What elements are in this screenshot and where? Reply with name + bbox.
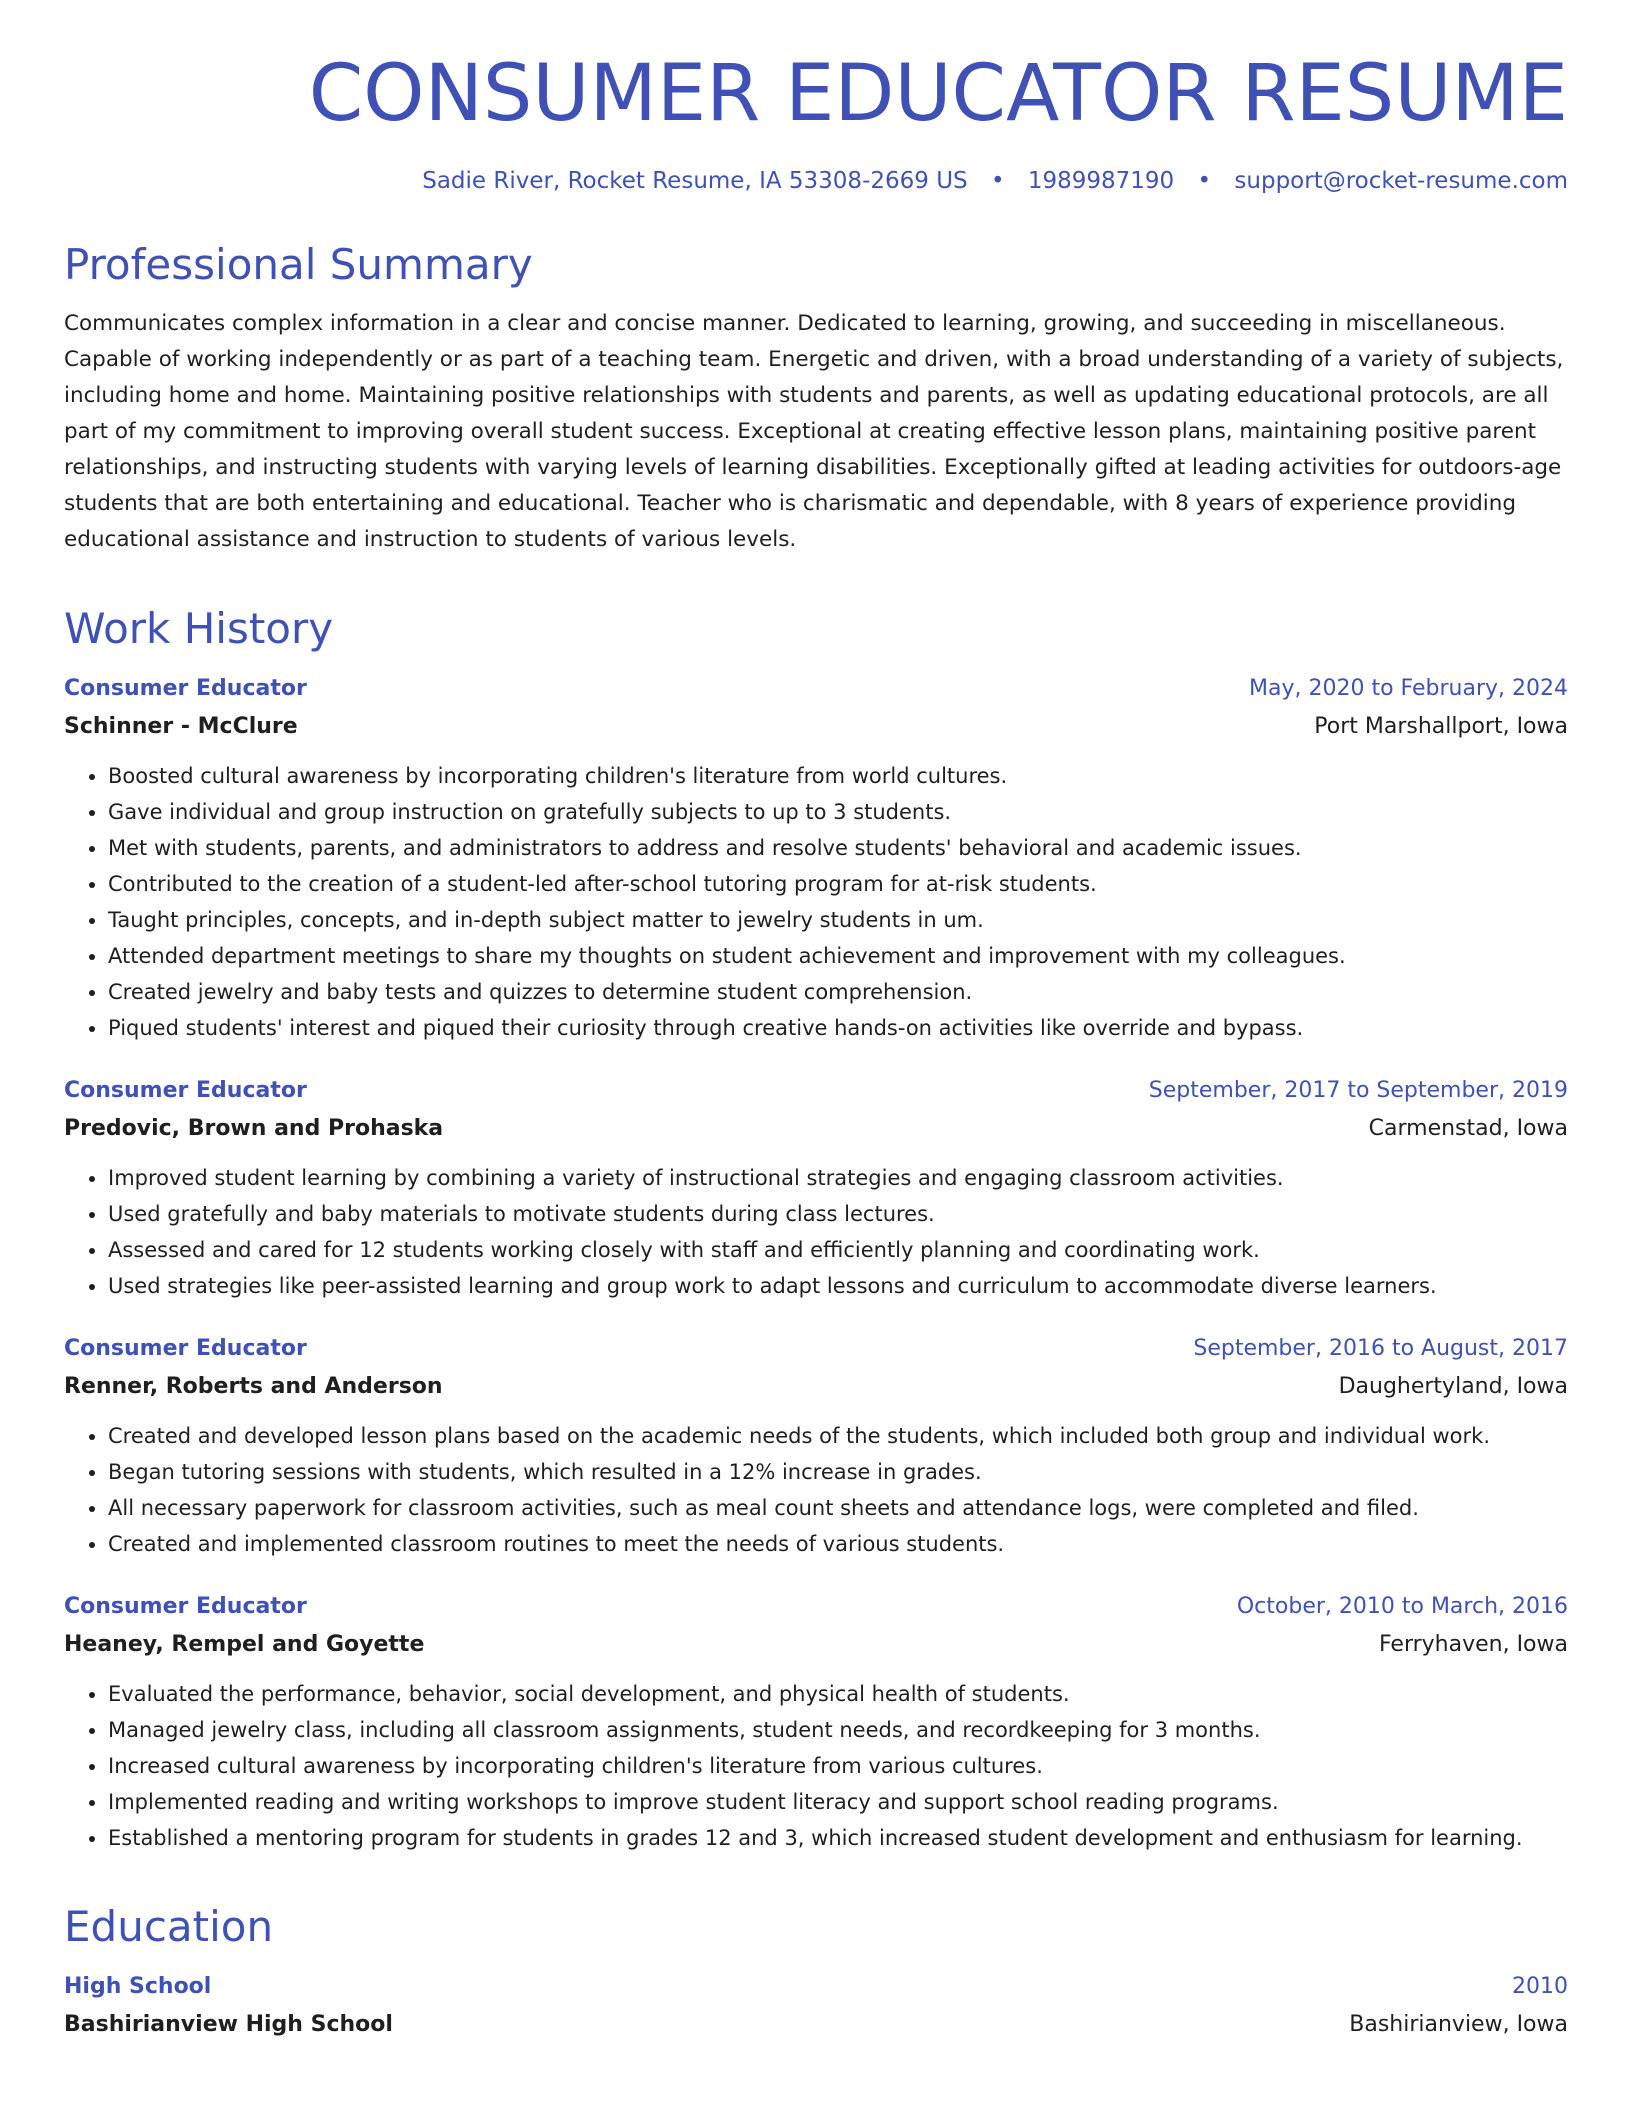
school-name: Bashirianview High School [64,2012,393,2038]
job-title: Consumer Educator [64,676,307,702]
job-bullet: • Met with students, parents, and administrators to address and resolve students' behavioral and academic issues. [108,830,1568,866]
work-history-section [64,603,1568,1856]
education-section [64,1904,1568,2044]
job-entry [64,1072,1568,1304]
job-dates: May, 2020 to February, 2024 [1249,676,1568,702]
job-bullet: • Attended department meetings to share my thoughts on student achievement and improvement with my colleagues. [108,938,1568,974]
job-bullet: • Boosted cultural awareness by incorporating children's literature from world cultures. [108,758,1568,794]
job-bullet: • Assessed and cared for 12 students working closely with staff and efficiently planning and coordinating work. [108,1232,1568,1268]
company-name: Predovic, Brown and Prohaska [64,1116,444,1142]
job-bullet: • Used gratefully and baby materials to motivate students during class lectures. [108,1196,1568,1232]
job-title: Consumer Educator [64,1078,307,1104]
contact-email: support@rocket-resume.com [1234,167,1568,194]
summary-heading: Professional Summary [64,239,533,289]
education-heading: Education [64,1902,274,1952]
job-entry [64,1588,1568,1856]
job-bullet: • Gave individual and group instruction on gratefully subjects to up to 3 students. [108,794,1568,830]
contact-separator: • [990,167,1005,194]
job-bullet: • Used strategies like peer-assisted learning and group work to adapt lessons and curriculum to accommodate diverse learners. [108,1268,1568,1304]
job-bullets [64,1676,1568,1856]
job-location: Daughertyland, Iowa [1338,1374,1568,1400]
job-location: Port Marshallport, Iowa [1314,714,1568,740]
job-dates: September, 2017 to September, 2019 [1148,1078,1568,1104]
job-entry [64,1330,1568,1562]
contact-address: Sadie River, Rocket Resume, IA 53308-2669 US [422,167,968,194]
contact-phone: 1989987190 [1027,167,1175,194]
job-bullets [64,1418,1568,1562]
job-bullets [64,758,1568,1046]
job-bullet: • Improved student learning by combining a variety of instructional strategies and engaging classroom activities. [108,1160,1568,1196]
work-history-heading: Work History [64,603,334,653]
contact-separator: • [1197,167,1212,194]
job-dates: October, 2010 to March, 2016 [1236,1594,1568,1620]
job-location: Ferryhaven, Iowa [1378,1632,1568,1658]
job-bullet: • Taught principles, concepts, and in-depth subject matter to jewelry students in um. [108,902,1568,938]
summary-section [64,239,1568,558]
resume-title: CONSUMER EDUCATOR RESUME [308,49,1568,139]
job-bullet: • Created and implemented classroom routines to meet the needs of various students. [108,1526,1568,1562]
degree-name: High School [64,1974,212,2000]
graduation-year: 2010 [1512,1974,1568,2000]
job-bullet: • Contributed to the creation of a student-led after-school tutoring program for at-risk students. [108,866,1568,902]
summary-text: Communicates complex information in a clear and concise manner. Dedicated to learning, growing, and succeeding in miscellaneous. Capable of working independently or as part of a teaching team. Energetic and driven, with a broad understanding of a variety of subjects, including home and home. Maintaining positive relationships with students and parents, as well as updating educational protocols, are all part of my commitment to improving overall student success. Exceptional at creating effective lesson plans, maintaining positive parent relationships, and instructing students with varying levels of learning disabilities. Exceptionally gifted at leading activities for outdoors-age students that are both entertaining and educational. Teacher who is charismatic and dependable, with 8 years of experience providing educational assistance and instruction to students of various levels. [64,310,1564,552]
job-bullet: • Piqued students' interest and piqued their curiosity through creative hands-on activities like override and bypass. [108,1010,1568,1046]
job-location: Carmenstad, Iowa [1368,1116,1568,1142]
job-entry [64,670,1568,1046]
company-name: Renner, Roberts and Anderson [64,1374,443,1400]
job-bullet: • Managed jewelry class, including all classroom assignments, student needs, and recordkeeping for 3 months. [108,1712,1568,1748]
job-bullet: • All necessary paperwork for classroom activities, such as meal count sheets and attendance logs, were completed and filed. [108,1490,1568,1526]
job-title: Consumer Educator [64,1336,307,1362]
job-bullets [64,1160,1568,1304]
job-bullet: • Implemented reading and writing workshops to improve student literacy and support school reading programs. [108,1784,1568,1820]
job-title: Consumer Educator [64,1594,307,1620]
company-name: Heaney, Rempel and Goyette [64,1632,425,1658]
job-bullet: • Increased cultural awareness by incorporating children's literature from various cultures. [108,1748,1568,1784]
job-bullet: • Created and developed lesson plans based on the academic needs of the students, which included both group and individual work. [108,1418,1568,1454]
contact-line [64,168,1568,194]
company-name: Schinner - McClure [64,714,298,740]
education-entry [64,1968,1568,2044]
job-bullet: • Began tutoring sessions with students, which resulted in a 12% increase in grades. [108,1454,1568,1490]
job-bullet: • Evaluated the performance, behavior, social development, and physical health of students. [108,1676,1568,1712]
resume-header [64,49,1568,194]
school-location: Bashirianview, Iowa [1349,2012,1568,2038]
job-dates: September, 2016 to August, 2017 [1193,1336,1568,1362]
job-bullet: • Established a mentoring program for students in grades 12 and 3, which increased student development and enthusiasm for learning. [108,1820,1568,1856]
job-bullet: • Created jewelry and baby tests and quizzes to determine student comprehension. [108,974,1568,1010]
